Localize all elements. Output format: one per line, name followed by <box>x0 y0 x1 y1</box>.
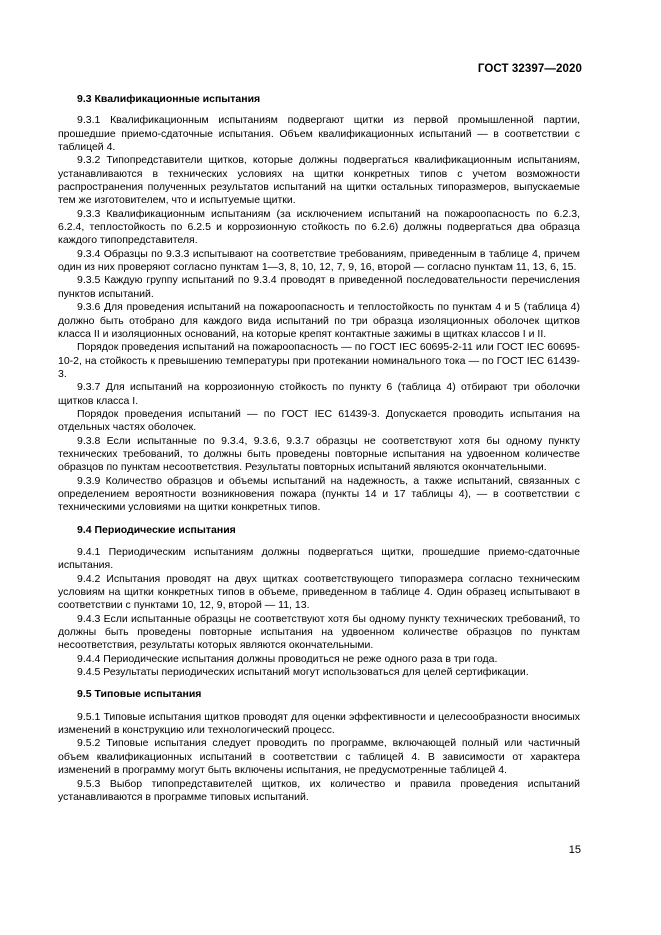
paragraph: Порядок проведения испытаний на пожароопасность — по ГОСТ IEC 60695-2-11 или ГОСТ IEC 60695-10-2, на стойкость к превышению температуры при протекании номинального тока — по ГОСТ IEC 61439-3. <box>58 341 580 380</box>
paragraph: 9.3.5 Каждую группу испытаний по 9.3.4 проводят в приведенной последовательности перечисления пунктов испытаний. <box>58 274 580 300</box>
paragraph: 9.3.7 Для испытаний на коррозионную стойкость по пункту 6 (таблица 4) отбирают три оболочки щитков класса I. <box>58 381 580 407</box>
paragraph: 9.4.2 Испытания проводят на двух щитках соответствующего типоразмера согласно техническим условиям на щитки конкретных типов в объеме, приведенном в таблице 4. Один образец испытывают в соответствии с пунктами 10, 12, 9, второй — 11, 13. <box>58 572 580 612</box>
section-heading-9-5: 9.5 Типовые испытания <box>77 688 202 701</box>
paragraph: 9.3.3 Квалификационным испытаниям (за исключением испытаний на пожароопасность по 6.2.3, 6.2.4, теплостойкость по 6.2.5 и коррозионную стойкость по 6.2.6) должны подвергаться два образца каждого типопредставителя. <box>58 207 580 247</box>
paragraph: 9.3.2 Типопредставители щитков, которые должны подвергаться квалификационным испытаниям, устанавливаются в технических условиях на щитки конкретных типов с учетом возможности распространения полученных результатов испытаний на щитки остальных типоразмеров, выпускаемые тем же изготовителем, что и испытуемые щитки. <box>58 154 580 207</box>
standard-id: ГОСТ 32397—2020 <box>477 63 582 75</box>
paragraph: 9.3.8 Если испытанные по 9.3.4, 9.3.6, 9.3.7 образцы не соответствуют хотя бы одному пункту технических требований, то должны быть проведены повторные испытания на удвоенном количестве образцов по пунктам несоответствия. Результаты повторных испытаний являются окончательными. <box>58 434 580 474</box>
page-body <box>58 93 580 804</box>
paragraph: 9.3.1 Квалификационным испытаниям подвергают щитки из первой промышленной партии, прошедшие приемо-сдаточные испытания. Объем квалификационных испытаний — в соответствии с таблицей 4. <box>58 114 580 154</box>
paragraph: Порядок проведения испытаний — по ГОСТ IEC 61439-3. Допускается проводить испытания на отдельных частях оболочек. <box>58 407 580 434</box>
paragraph: 9.3.9 Количество образцов и объемы испытаний на надежность, а также испытаний, связанных с определением вероятности возникновения пожара (пункты 14 и 17 таблицы 4), — в соответствии с техническими условиями на щитки конкретных типов. <box>58 474 580 514</box>
paragraph: 9.4.5 Результаты периодических испытаний могут использоваться для целей сертификации. <box>77 666 529 679</box>
paragraph: 9.3.4 Образцы по 9.3.3 испытывают на соответствие требованиям, приведенным в таблице 4, причем один из них проверяют согласно пунктам 1—3, 8, 10, 12, 7, 9, 16, второй — согласно пунктам 11, 13, 6, 15. <box>58 247 580 274</box>
paragraph: 9.5.3 Выбор типопредставителей щитков, их количество и правила проведения испытаний устанавливаются в программе типовых испытаний. <box>58 777 580 803</box>
paragraph: 9.3.6 Для проведения испытаний на пожароопасность и теплостойкость по пунктам 4 и 5 (таблица 4) должно быть отобрано для каждого вида испытаний по три образца изоляционных оболочек щитков класса II и изоляционных оснований, на которые крепят контактные зажимы в щитках классов I и II. <box>58 301 580 340</box>
section-heading-9-4: 9.4 Периодические испытания <box>77 523 236 536</box>
paragraph: 9.5.2 Типовые испытания следует проводить по программе, включающей полный или частичный объем квалификационных испытаний в соответствии с таблицей 4. В зависимости от характера изменений в программу могут быть включены испытания, не предусмотренные таблицей 4. <box>58 737 580 777</box>
paragraph: 9.4.4 Периодические испытания должны проводиться не реже одного раза в три года. <box>77 652 498 665</box>
section-heading-9-3: 9.3 Квалификационные испытания <box>77 93 261 105</box>
paragraph: 9.5.1 Типовые испытания щитков проводят для оценки эффективности и целесообразности вносимых изменений в конструкцию или технологический процесс. <box>58 710 580 737</box>
paragraph: 9.4.3 Если испытанные образцы не соответствуют хотя бы одному пункту технических требований, то должны быть проведены повторные испытания на удвоенном количестве образцов по пунктам несоответствия, результаты которых являются окончательными. <box>58 612 580 652</box>
paragraph: 9.4.1 Периодическим испытаниям должны подвергаться щитки, прошедшие приемо-сдаточные испытания. <box>58 546 580 572</box>
page-number: 15 <box>568 844 581 856</box>
